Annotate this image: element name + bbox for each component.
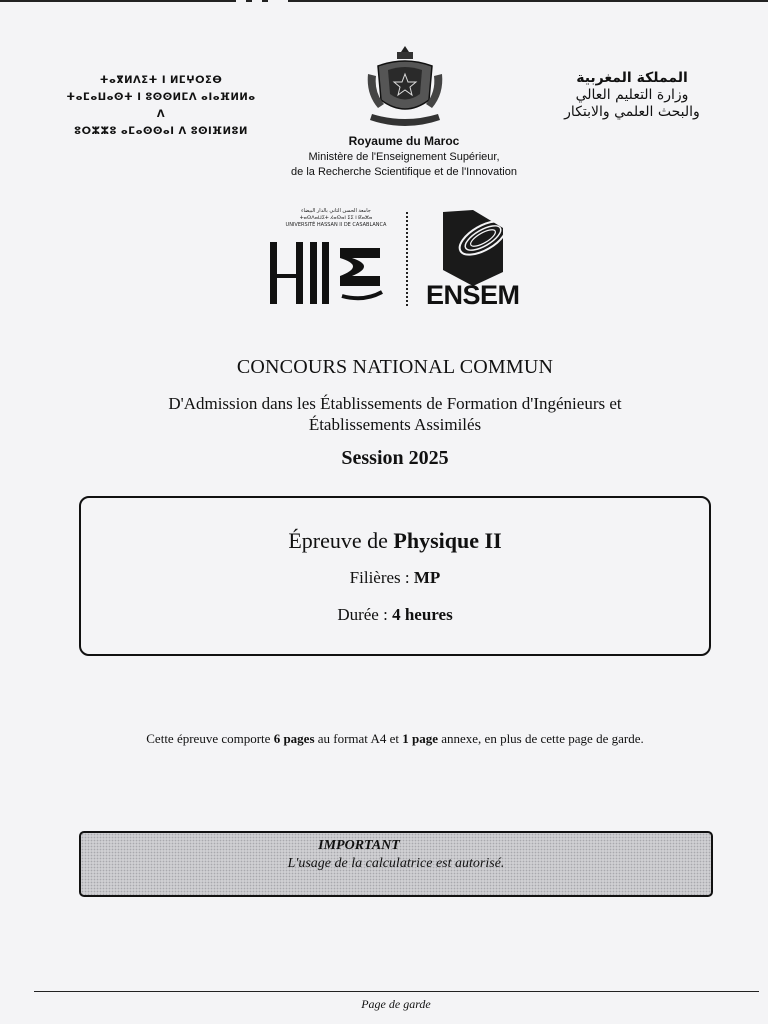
tifinagh-line-2: ⵜⴰⵎⴰⵡⴰⵙⵜ ⵏ ⵓⵙⵙⵍⵎⴷ ⴰⵏⴰⴼⵍⵍⴰ ⴷ	[66, 92, 256, 120]
filieres-value: MP	[413, 568, 441, 587]
page-count-note	[0, 731, 768, 747]
royaume-du-maroc: Royaume du Maroc	[348, 134, 460, 148]
ensem-name: ENSEM	[426, 280, 520, 310]
duree-value: 4 heures	[392, 605, 453, 624]
filieres-line	[0, 568, 768, 588]
ensem-logo-icon	[425, 208, 520, 288]
note-part-2: au format A4 et	[314, 731, 403, 746]
duree-line	[0, 605, 768, 625]
footer-divider	[34, 991, 759, 992]
uh2c-latin: UNIVERSITÉ HASSAN II DE CASABLANCA	[285, 222, 387, 228]
uh2c-logo-icon	[268, 208, 404, 308]
ministry-line-1: Ministère de l'Enseignement Supérieur,	[308, 151, 500, 163]
uh2c-tifinagh: ⵜⴰⵙⴷⴰⵡⵉⵜ ⵃⴰⵙⴰⵏ ⵉⵉ ⵏ ⴽⴰⵣⴰ	[299, 215, 373, 221]
tifinagh-line-1: ⵜⴰⴳⵍⴷⵉⵜ ⵏ ⵍⵎⵖⵔⵉⴱ	[99, 75, 223, 86]
admission-text	[0, 393, 768, 435]
logo-separator	[406, 212, 408, 306]
note-part-1: Cette épreuve comporte	[146, 731, 274, 746]
ministry-name	[0, 150, 768, 180]
epreuve-prefix: Épreuve de	[288, 528, 394, 553]
epreuve-title	[0, 528, 768, 554]
epreuve-subject: Physique II	[393, 528, 502, 553]
tifinagh-line-3: ⵓⵔⵣⵣⵓ ⴰⵎⴰⵙⵙⴰⵏ ⴷ ⵓⵙⵏⴼⵍⵓⵍ	[74, 126, 248, 137]
uh2c-arabic: جامعة الحسن الثاني بالدار البيضاء	[301, 208, 371, 214]
top-border	[0, 0, 768, 3]
moroccan-coat-of-arms-icon	[364, 44, 446, 128]
footer-page-label: Page de garde	[361, 997, 431, 1011]
arabic-ministry-name	[532, 70, 732, 121]
admission-line-2: Établissements Assimilés	[308, 415, 482, 434]
filieres-label: Filières :	[349, 568, 414, 587]
arabic-line-1: المملكة المغربية	[576, 70, 688, 86]
concours-title: CONCOURS NATIONAL COMMUN	[236, 356, 554, 378]
admission-line-1: D'Admission dans les Établissements de Formation d'Ingénieurs et	[168, 394, 622, 413]
session-year: Session 2025	[341, 447, 449, 469]
note-part-3: annexe, en plus de cette page de garde.	[437, 731, 644, 746]
note-annexe: 1 page	[402, 731, 438, 746]
duree-label: Durée :	[337, 605, 393, 624]
note-pages: 6 pages	[273, 731, 315, 746]
tifinagh-ministry-name	[66, 72, 256, 140]
important-body: L'usage de la calculatrice est autorisé.	[287, 856, 505, 871]
arabic-line-3: والبحث العلمي والابتكار	[564, 104, 700, 120]
important-title: IMPORTANT	[318, 838, 400, 853]
arabic-line-2: وزارة التعليم العالي	[575, 87, 689, 103]
ministry-line-2: de la Recherche Scientifique et de l'Innovation	[291, 166, 517, 178]
